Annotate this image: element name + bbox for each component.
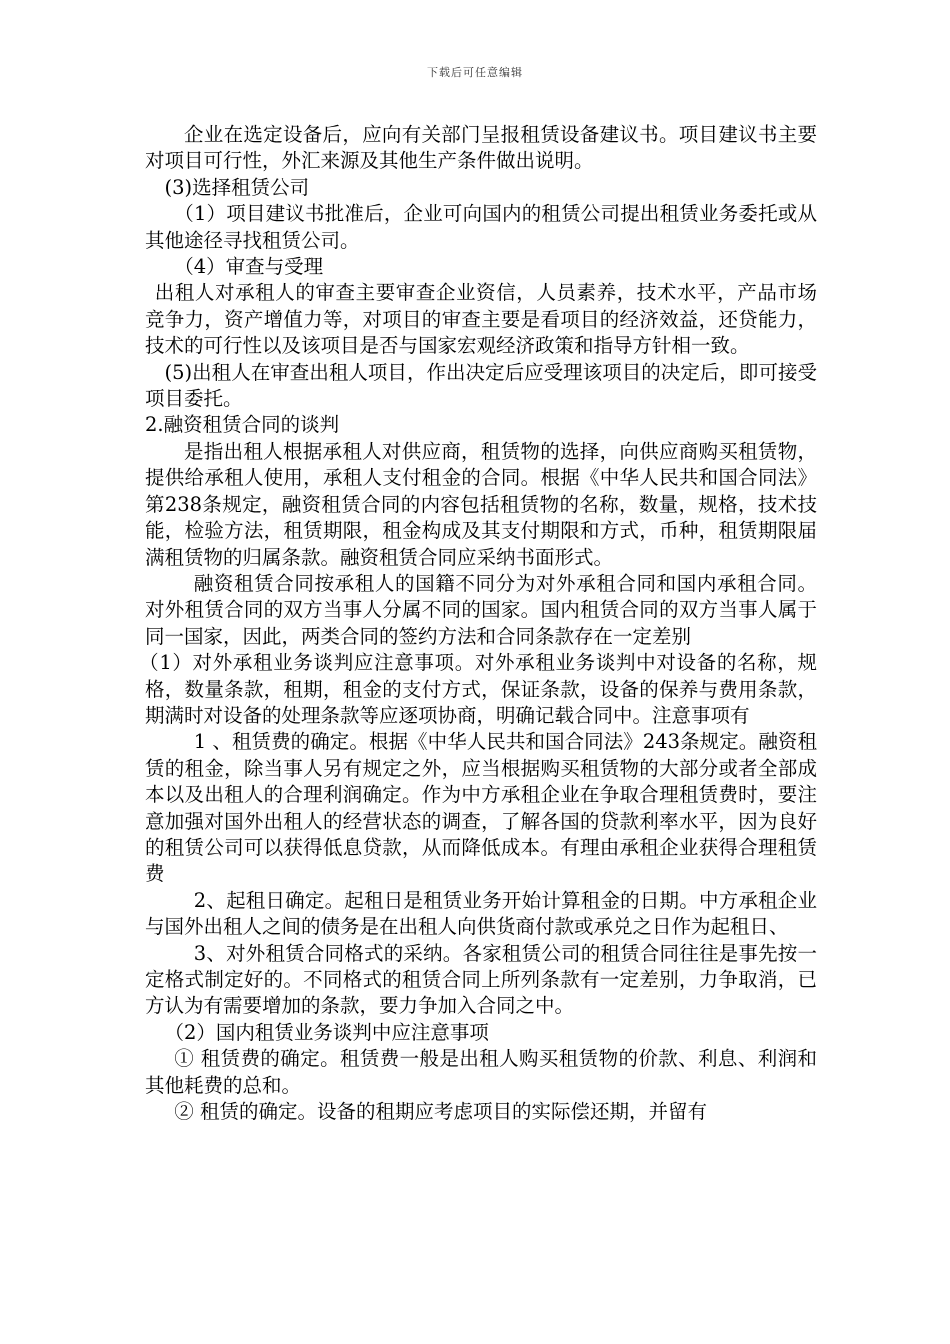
paragraph: (3)选择租赁公司	[164, 175, 310, 199]
paragraph: ① 租赁费的确定。租赁费一般是出租人购买租赁物的价款、利息、利润和其他耗费的总和。	[145, 1047, 817, 1097]
paragraph: 出租人对承租人的审查主要审查企业资信，人员素养，技术水平，产品市场竞争力，资产增值力等，对项目的审查主要是看项目的经济效益，还贷能力，技术的可行性以及该项目是否与国家宏观经济政策和指导方针相一致。	[145, 281, 817, 358]
paragraph: (5)出租人在审查出租人项目，作出决定后应受理该项目的决定后，即可接受项目委托。	[145, 360, 817, 411]
paragraph: 3、对外租赁合同格式的采纳。各家租赁公司的租赁合同往往是事先按一定格式制定好的。不同格式的租赁合同上所列条款有一定差别，力争取消，已方认为有需要增加的条款，要力争加入合同之中。	[145, 941, 817, 1018]
paragraph: 是指出租人根据承租人对供应商，租赁物的选择，向供应商购买租赁物，提供给承租人使用，承租人支付租金的合同。根据《中华人民共和国合同法》第238条规定，融资租赁合同的内容包括租赁物的名称，数量，规格，技术技能，检验方法，租赁期限，租金构成及其支付期限和方式，币种，租赁期限届满租赁物的归属条款。融资租赁合同应采纳书面形式。	[145, 439, 817, 569]
paragraph: ② 租赁的确定。设备的租期应考虑项目的实际偿还期，并留有	[174, 1100, 707, 1124]
paragraph: 2、起租日确定。起租日是租赁业务开始计算租金的日期。中方承租企业与国外出租人之间的债务是在出租人向供货商付款或承兑之日作为起租日、	[145, 888, 817, 939]
paragraph: 1 、租赁费的确定。根据《中华人民共和国合同法》243条规定。融资租赁的租金，除当事人另有规定之外，应当根据购买租赁物的大部分或者全部成本以及出租人的合理利润确定。作为中方承租企业在争取合理租赁费时，要注意加强对国外出租人的经营状态的调查，了解各国的贷款利率水平，因为良好的租赁公司可以获得低息贷款，从而降低成本。有理由承租企业获得合理租赁费	[145, 730, 817, 886]
paragraph: （1）项目建议书批准后，企业可向国内的租赁公司提出租赁业务委托或从其他途径寻找租赁公司。	[145, 202, 817, 252]
document-body	[139, 122, 817, 1125]
section-heading: 2.融资租赁合同的谈判	[145, 413, 340, 437]
paragraph: 融资租赁合同按承租人的国籍不同分为对外承租合同和国内承租合同。对外租赁合同的双方当事人分属不同的国家。国内租赁合同的双方当事人属于同一国家，因此，两类合同的签约方法和合同条款存在一定差别	[145, 571, 817, 648]
page-header: 下载后可任意编辑	[427, 66, 523, 79]
paragraph: 企业在选定设备后，应向有关部门呈报租赁设备建议书。项目建议书主要对项目可行性，外汇来源及其他生产条件做出说明。	[145, 123, 817, 173]
paragraph: （2）国内租赁业务谈判中应注意事项	[164, 1020, 489, 1044]
paragraph: （1）对外承租业务谈判应注意事项。对外承租业务谈判中对设备的名称，规格，数量条款，租期，租金的支付方式，保证条款，设备的保养与费用条款，期满时对设备的处理条款等应逐项协商，明确记载合同中。注意事项有	[139, 651, 817, 727]
paragraph: （4）审查与受理	[174, 255, 324, 279]
